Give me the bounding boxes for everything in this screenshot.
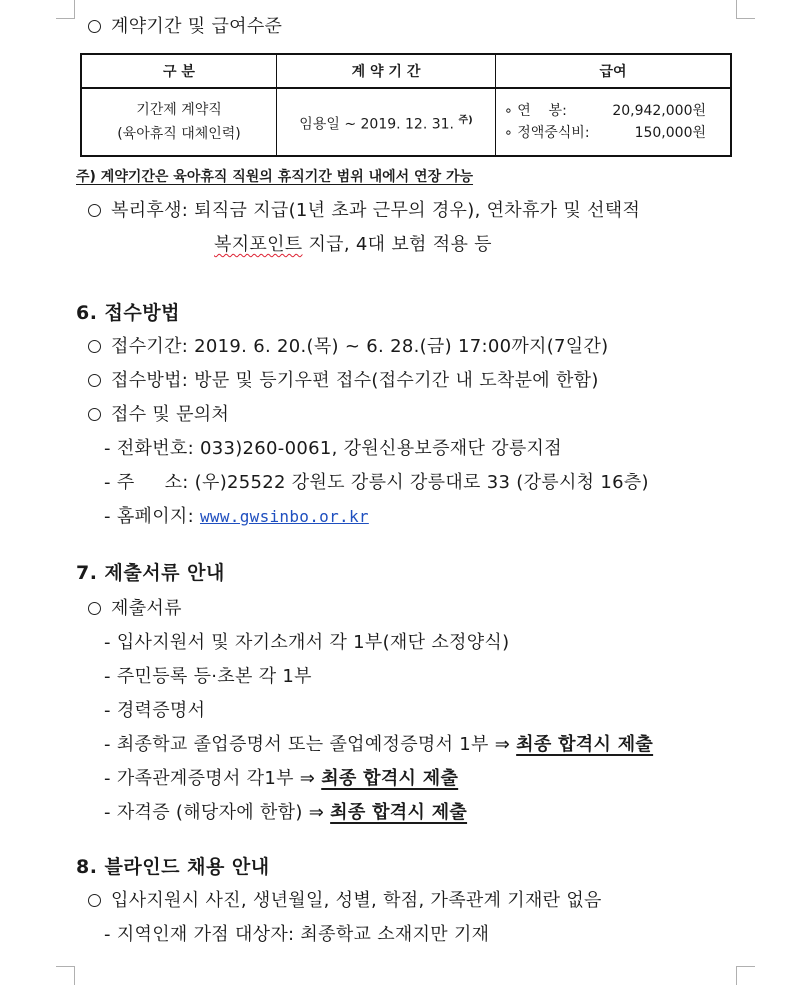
circle-bullet-icon (88, 204, 101, 217)
contact-address: - 주 소: (우)25522 강원도 강릉시 강릉대로 33 (강릉시청 16층) (104, 472, 649, 493)
receipt-contact: 접수 및 문의처 (88, 400, 229, 426)
circle-bullet-icon (88, 340, 101, 353)
cell-period (277, 88, 496, 156)
section-7-title: 7. 제출서류 안내 (76, 562, 225, 584)
period-note: 주) (458, 114, 473, 126)
circle-bullet-icon (88, 20, 101, 33)
category-line-2: (육아휴직 대체인력) (117, 126, 241, 142)
contract-footnote: 주) 계약기간은 육아휴직 직원의 휴직기간 범위 내에서 연장 가능 (76, 169, 474, 185)
salary-label: ∘ 연 봉: (504, 103, 567, 119)
docs-label: 제출서류 (88, 594, 182, 620)
receipt-period: 접수기간: 2019. 6. 20.(목) ~ 6. 28.(금) 17:00까지(7일간) (88, 332, 608, 358)
circle-bullet-icon (88, 602, 101, 615)
cell-salary (496, 88, 732, 156)
list-item: - 입사지원서 및 자기소개서 각 1부(재단 소정양식) (104, 632, 510, 653)
circle-bullet-icon (88, 374, 101, 387)
list-item: - 자격증 (해당자에 한함) ⇒ 최종 합격시 제출 (104, 802, 468, 823)
contract-heading: 계약기간 및 급여수준 (88, 12, 282, 38)
receipt-method: 접수방법: 방문 및 등기우편 접수(접수기간 내 도착분에 한함) (88, 366, 599, 392)
crop-mark-bottom-left (56, 966, 75, 985)
period-value: 임용일 ~ 2019. 12. 31. (299, 116, 455, 133)
homepage-label: - 홈페이지: (104, 506, 200, 527)
list-item: - 주민등록 등·초본 각 1부 (104, 666, 312, 687)
meal-label: ∘ 정액중식비: (504, 125, 590, 141)
final-pass-note: 최종 합격시 제출 (321, 768, 459, 789)
list-item: - 가족관계증명서 각1부 ⇒ 최종 합격시 제출 (104, 768, 459, 789)
circle-bullet-icon (88, 894, 101, 907)
homepage-link[interactable]: www.gwsinbo.or.kr (199, 507, 369, 526)
blind-hiring-line-1: 입사지원시 사진, 생년월일, 성별, 학점, 가족관계 기재란 없음 (88, 886, 602, 912)
header-category: 구 분 (81, 54, 277, 88)
section-6-title: 6. 접수방법 (76, 302, 180, 324)
list-item: - 경력증명서 (104, 700, 206, 721)
welfare-rest: 지급, 4대 보험 적용 등 (302, 234, 492, 255)
header-period: 계 약 기 간 (277, 54, 496, 88)
table-row (81, 88, 731, 156)
welfare-line-2 (214, 230, 492, 256)
cell-category (81, 88, 277, 156)
table-header-row (81, 54, 731, 88)
section-8-title: 8. 블라인드 채용 안내 (76, 856, 270, 878)
welfare-point-word: 복지포인트 (214, 234, 303, 255)
crop-mark-bottom-right (736, 966, 755, 985)
category-line-1: 기간제 계약직 (136, 102, 222, 118)
circle-bullet-icon (88, 408, 101, 421)
salary-line-2 (504, 122, 730, 144)
contract-table (80, 53, 732, 157)
header-salary: 급여 (496, 54, 732, 88)
crop-mark-top-right (736, 0, 755, 19)
salary-value: 20,942,000원 (612, 103, 706, 119)
welfare-line-1: 복리후생: 퇴직금 지급(1년 초과 근무의 경우), 연차휴가 및 선택적 (88, 196, 640, 222)
contact-homepage (104, 502, 369, 528)
list-item: - 최종학교 졸업증명서 또는 졸업예정증명서 1부 ⇒ 최종 합격시 제출 (104, 734, 654, 755)
final-pass-note: 최종 합격시 제출 (516, 734, 654, 755)
blind-hiring-line-2: - 지역인재 가점 대상자: 최종학교 소재지만 기재 (104, 924, 490, 945)
contact-phone: - 전화번호: 033)260-0061, 강원신용보증재단 강릉지점 (104, 438, 562, 459)
final-pass-note: 최종 합격시 제출 (330, 802, 468, 823)
crop-mark-top-left (56, 0, 75, 19)
meal-value: 150,000원 (634, 125, 706, 141)
salary-line-1 (504, 100, 730, 122)
